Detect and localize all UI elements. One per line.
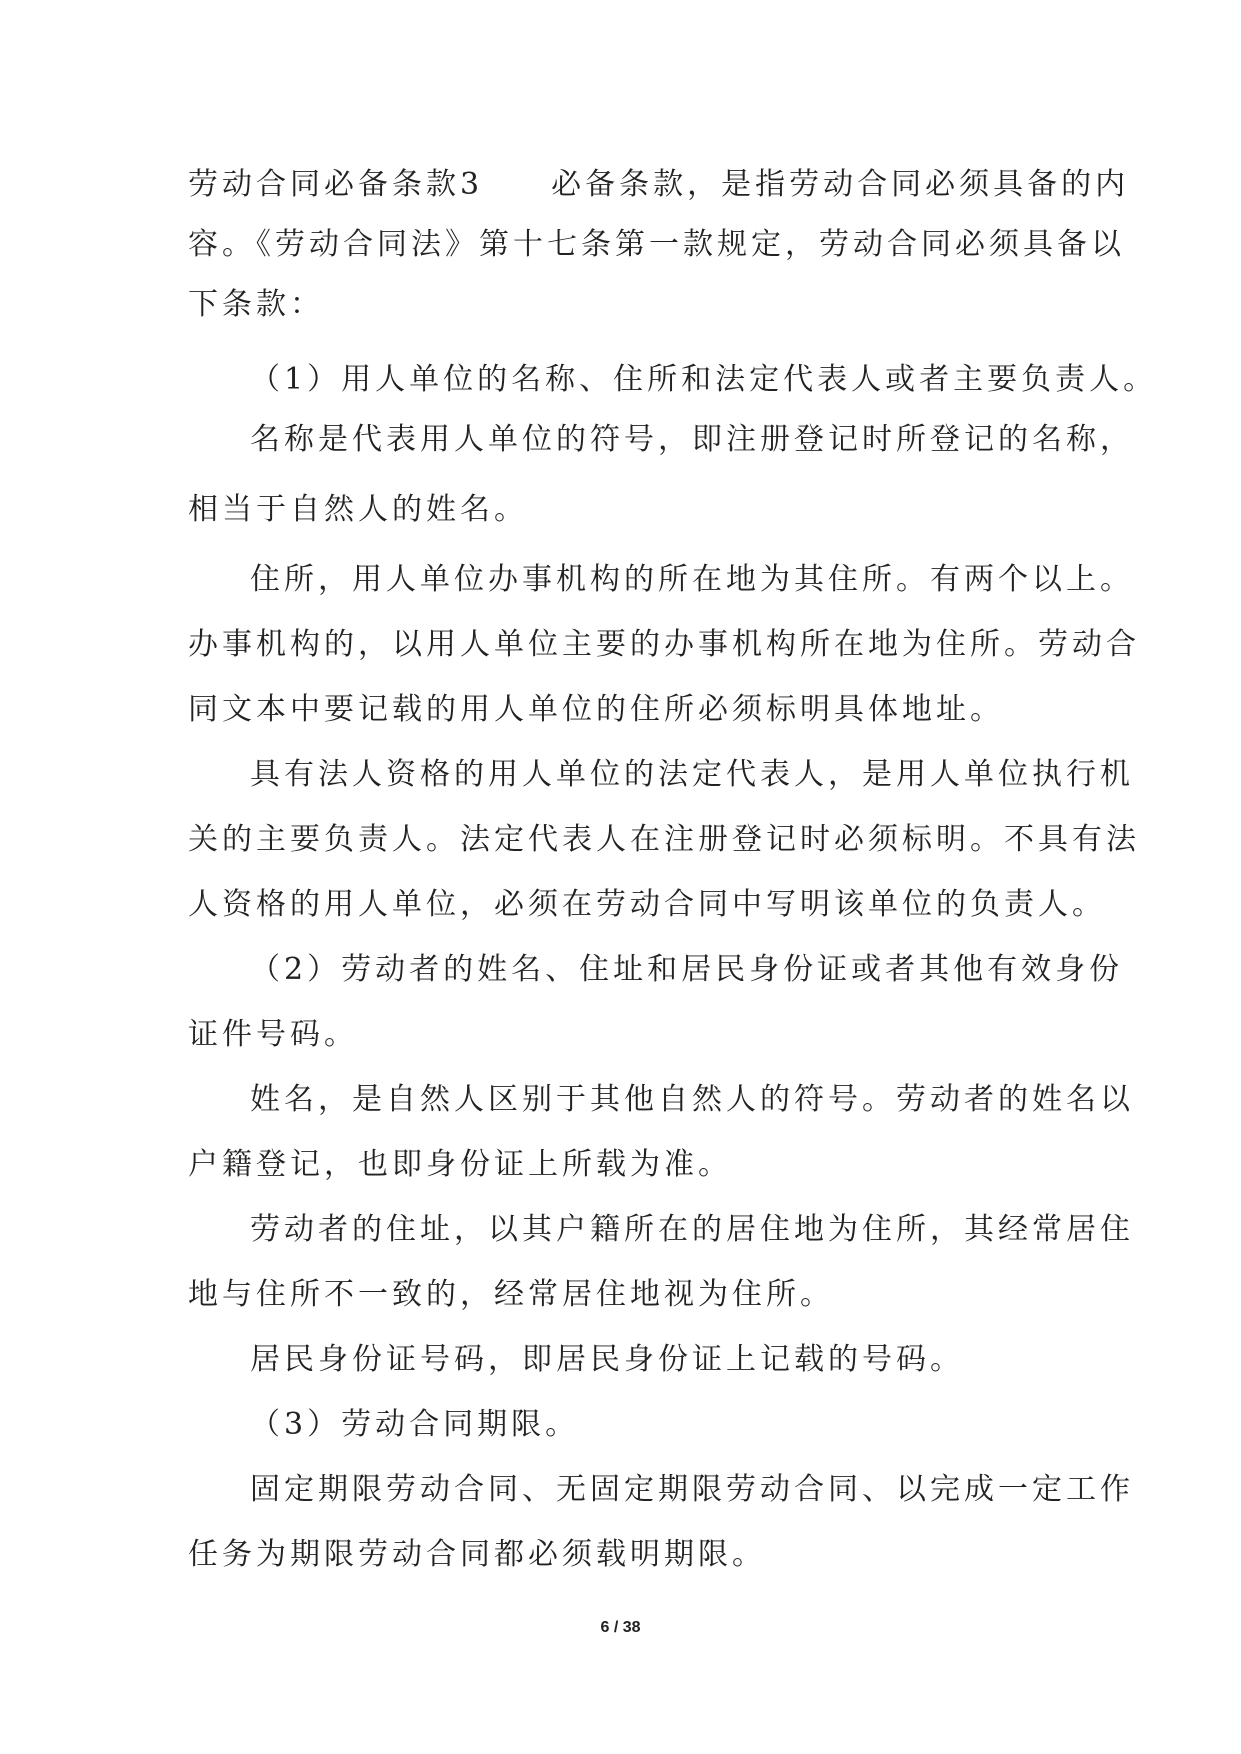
paragraph-line: 劳动合同必备条款3 必备条款，是指劳动合同必须具备的内 bbox=[188, 167, 1130, 202]
paragraph-line: 姓名，是自然人区别于其他自然人的符号。劳动者的姓名以 bbox=[250, 1082, 1134, 1117]
paragraph-line: 关的主要负责人。法定代表人在注册登记时必须标明。不具有法 bbox=[188, 822, 1140, 857]
paragraph-line: 固定期限劳动合同、无固定期限劳动合同、以完成一定工作 bbox=[250, 1472, 1134, 1507]
page-number: 6 / 38 bbox=[600, 1619, 641, 1636]
paragraph-line: 下条款： bbox=[188, 287, 324, 322]
paragraph-line: 具有法人资格的用人单位的法定代表人，是用人单位执行机 bbox=[250, 757, 1134, 792]
paragraph-line: 名称是代表用人单位的符号，即注册登记时所登记的名称， bbox=[250, 422, 1134, 457]
paragraph-line: （3）劳动合同期限。 bbox=[250, 1407, 580, 1442]
paragraph-line: 人资格的用人单位，必须在劳动合同中写明该单位的负责人。 bbox=[188, 887, 1106, 922]
paragraph-line: 劳动者的住址，以其户籍所在的居住地为住所，其经常居住 bbox=[250, 1212, 1134, 1247]
paragraph-line: 地与住所不一致的，经常居住地视为住所。 bbox=[188, 1277, 834, 1312]
paragraph-line: 住所，用人单位办事机构的所在地为其住所。有两个以上。 bbox=[250, 562, 1134, 597]
paragraph-line: 容。《劳动合同法》第十七条第一款规定，劳动合同必须具备以 bbox=[188, 227, 1125, 262]
paragraph-line: 任务为期限劳动合同都必须载明期限。 bbox=[188, 1537, 766, 1572]
paragraph-line: （2）劳动者的姓名、住址和居民身份证或者其他有效身份 bbox=[250, 952, 1124, 987]
paragraph-line: 办事机构的，以用人单位主要的办事机构所在地为住所。劳动合 bbox=[188, 627, 1140, 662]
paragraph-line: 户籍登记，也即身份证上所载为准。 bbox=[188, 1147, 732, 1182]
paragraph-line: 证件号码。 bbox=[188, 1017, 358, 1052]
paragraph-line: 居民身份证号码，即居民身份证上记载的号码。 bbox=[250, 1342, 964, 1377]
paragraph-line: 相当于自然人的姓名。 bbox=[188, 492, 528, 527]
paragraph-line: 同文本中要记载的用人单位的住所必须标明具体地址。 bbox=[188, 692, 1004, 727]
paragraph-line: （1）用人单位的名称、住所和法定代表人或者主要负责人。 bbox=[250, 362, 1158, 397]
